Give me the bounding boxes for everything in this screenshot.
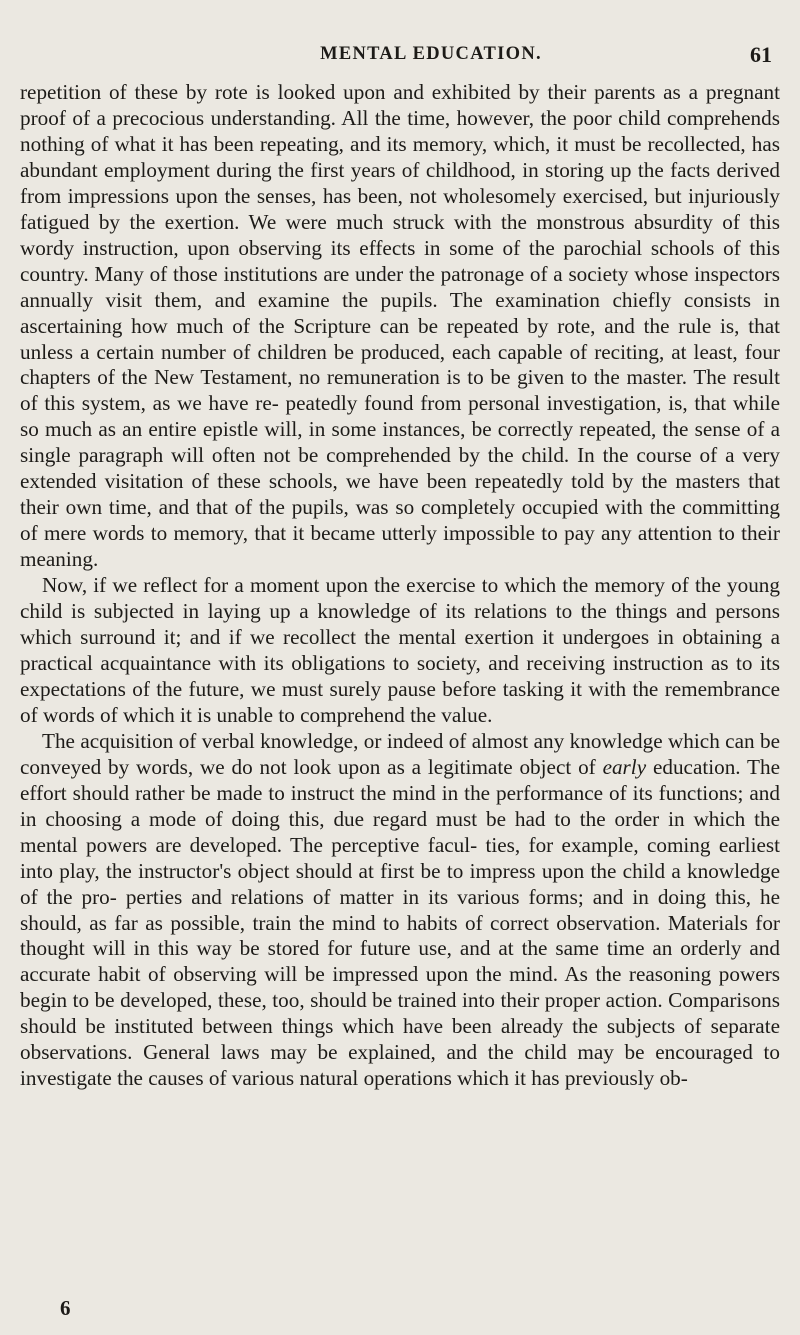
signature-mark: 6 [60, 1296, 71, 1320]
running-head [90, 44, 772, 74]
running-title: MENTAL EDUCATION. [320, 44, 542, 64]
paragraph-3 [20, 729, 780, 1092]
paragraph-3-italic-word: early [602, 754, 647, 779]
paragraph-3-text-end: education. The effort should rather be made to instruct the mind in the performance of its functions; and in choosing a mode of doing this, due regard must be had to the order in which the mental powers are developed. The perceptive facul- ties, for example, coming earliest into play, the instructor's object should at first be to impress upon the child a knowledge of the pro- perties and relations of matter in its various forms; and in doing this, he should, as far as possible, train the mind to habits of correct observation. Materials for thought will in this way be stored for future use, and at the same time an orderly and accurate habit of observing will be impressed upon the mind. As the reasoning powers begin to be developed, these, too, should be trained into their proper action. Comparisons should be instituted between things which have been already the subjects of separate observations. General laws may be explained, and the child may be encouraged to investigate the causes of various natural operations which it has previously ob- [20, 754, 781, 1091]
page-number: 61 [750, 42, 772, 67]
paragraph-1-text: repetition of these by rote is looked upon and exhibited by their parents as a pregnant proof of a precocious understanding. All the time, however, the poor child comprehends nothing of what it has been repeating, and its memory, which, it must be recollected, has abundant employment during the first years of childhood, in storing up the facts derived from impressions upon the senses, has been, not wholesomely exercised, but injuriously fatigued by the exertion. We were much struck with the monstrous absurdity of this wordy instruction, upon observing its effects in some of the parochial schools of this country. Many of those institutions are under the patronage of a society whose inspectors annually visit them, and examine the pupils. The examination chiefly consists in ascertaining how much of the Scripture can be repeated by rote, and the rule is, that unless a certain number of children be produced, each capable of reciting, at least, four chapters of the New Testament, no remuneration is to be given to the master. The result of this system, as we have re- peatedly found from personal investigation, is, that while so much as an entire epistle will, in some instances, be correctly repeated, the sense of a single paragraph will often not be comprehended by the child. In the course of a very extended visitation of these schools, we have been repeatedly told by the masters that their own time, and that of the pupils, was so completely occupied with the committing of mere words to memory, that it became utterly impossible to pay any attention to their meaning. [20, 80, 780, 572]
paragraph-1 [20, 80, 780, 573]
paragraph-2 [20, 573, 780, 729]
body-text [20, 80, 780, 1092]
paragraph-3-text-start: The acquisition of verbal knowledge, or indeed of almost any knowledge which can be conveyed by words, we do not look upon as a legitimate object of [20, 728, 780, 779]
paragraph-2-text: Now, if we reflect for a moment upon the exercise to which the memory of the young child is subjected in laying up a knowledge of its relations to the things and persons which surround it; and if we recollect the mental exertion it undergoes in obtaining a practical acquaintance with its obligations to society, and receiving instruction as to its expectations of the future, we must surely pause before tasking it with the remembrance of words of which it is unable to comprehend the value. [20, 573, 780, 727]
